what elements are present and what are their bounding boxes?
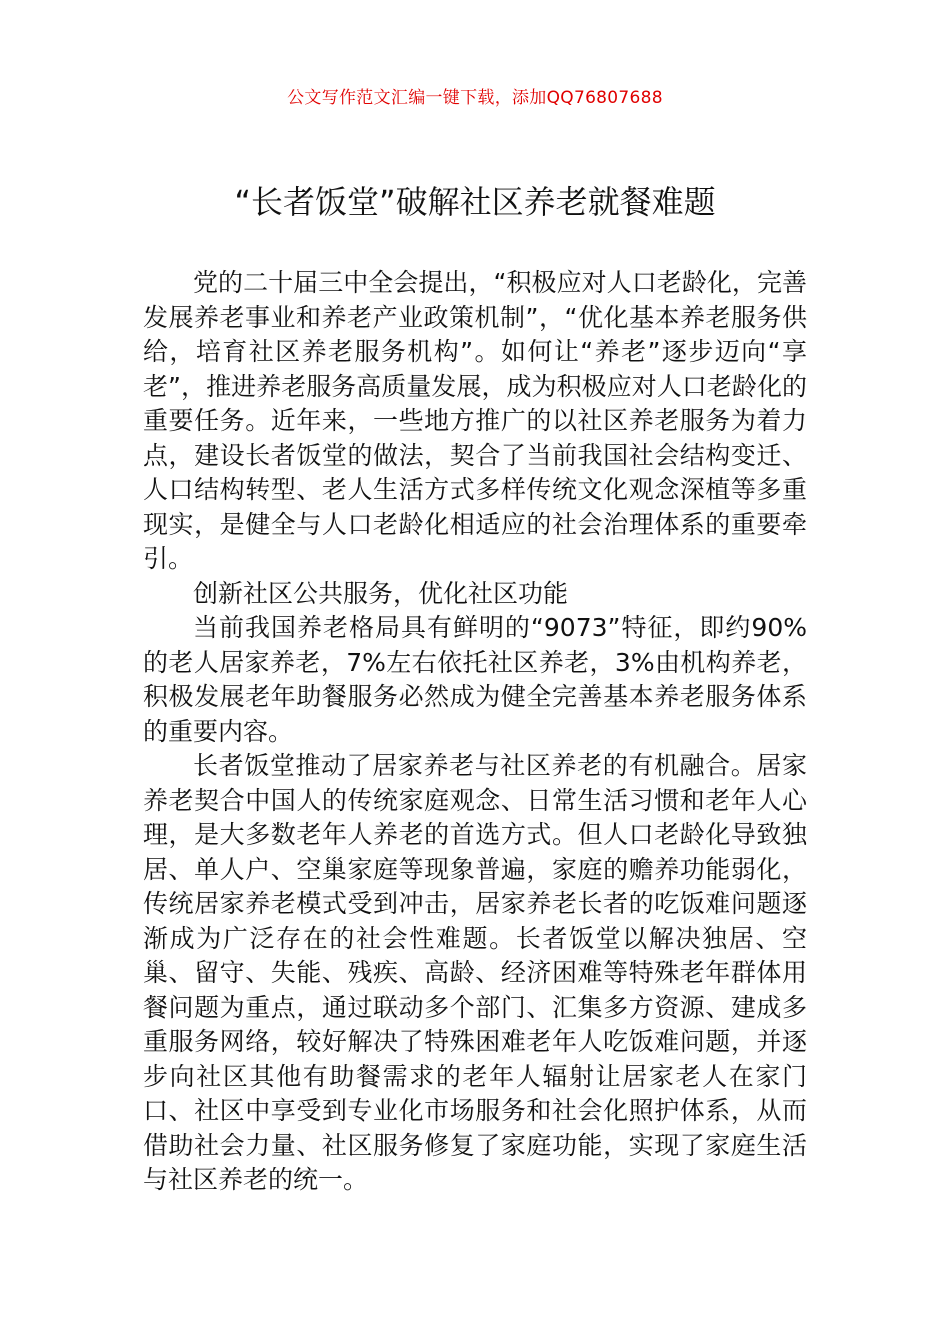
paragraph-elder-canteen: 长者饭堂推动了居家养老与社区养老的有机融合。居家养老契合中国人的传统家庭观念、日常生活习惯和老年人心理，是大多数老年人养老的首选方式。但人口老龄化导致独居、单人户、空巢家庭等现象普遍，家庭的赡养功能弱化，传统居家养老模式受到冲击，居家养老长者的吃饭难问题逐渐成为广泛存在的社会性难题。长者饭堂以解决独居、空巢、留守、失能、残疾、高龄、经济困难等特殊老年群体用餐问题为重点，通过联动多个部门、汇集多方资源、建成多重服务网络，较好解决了特殊困难老年人吃饭难问题，并逐步向社区其他有助餐需求的老年人辐射让居家老人在家门口、社区中享受到专业化市场服务和社会化照护体系，从而借助社会力量、社区服务修复了家庭功能，实现了家庭生活与社区养老的统一。 — [143, 751, 807, 1194]
section-heading: 创新社区公共服务，优化社区功能 — [193, 578, 569, 608]
paragraph-9073: 当前我国养老格局具有鲜明的“9073”特征，即约90%的老人居家养老，7%左右依托社区养老，3%由机构养老，积极发展老年助餐服务必然成为健全完善基本养老服务体系的重要内容。 — [143, 613, 807, 746]
document-title: “长者饭堂”破解社区养老就餐难题 — [234, 183, 716, 221]
paragraph-intro: 党的二十届三中全会提出，“积极应对人口老龄化，完善发展养老事业和养老产业政策机制”，“优化基本养老服务供给，培育社区养老服务机构”。如何让“养老”逐步迈向“享老”，推进养老服务高质量发展，成为积极应对人口老龄化的重要任务。近年来，一些地方推广的以社区养老服务为着力点，建设长者饭堂的做法，契合了当前我国社会结构变迁、人口结构转型、老人生活方式多样传统文化观念深植等多重现实，是健全与人口老龄化相适应的社会治理体系的重要牵引。 — [143, 268, 807, 573]
header-note: 公文写作范文汇编一键下载，添加QQ76807688 — [287, 88, 663, 108]
document-body — [143, 266, 807, 1198]
